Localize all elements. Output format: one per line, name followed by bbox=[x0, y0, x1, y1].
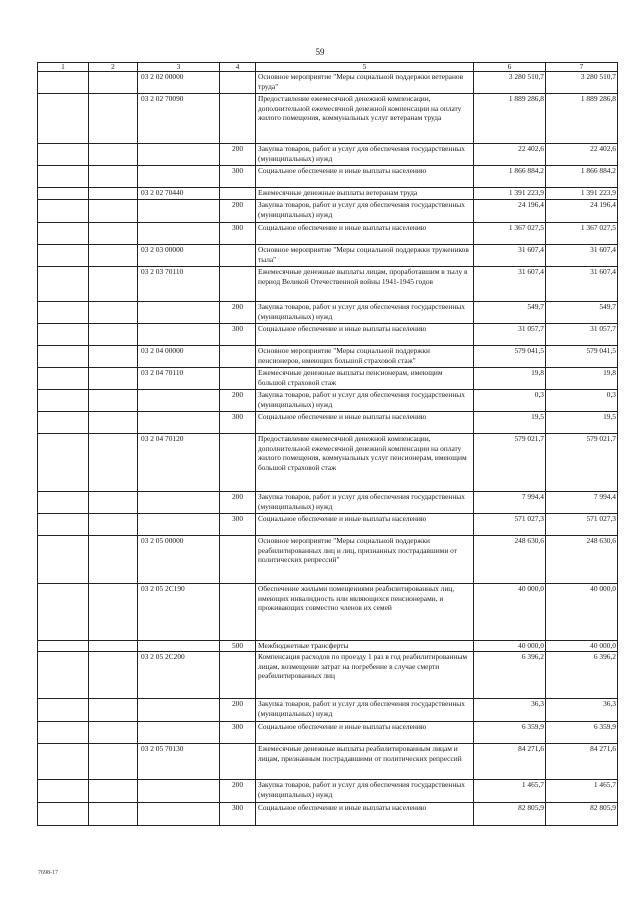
target-article-code bbox=[138, 223, 220, 245]
col1-cell bbox=[38, 346, 89, 368]
table-row bbox=[38, 72, 618, 94]
col2-cell bbox=[89, 699, 138, 722]
amount-col6: 579 041,5 bbox=[474, 346, 546, 368]
expense-type-code bbox=[220, 584, 256, 641]
table-row bbox=[38, 652, 618, 699]
item-name: Предоставление ежемесячной денежной компенсации, дополнительной ежемесячной денежной компенсации на оплату жилого помещения, коммунальных услуг ветеранам труда bbox=[256, 94, 474, 144]
amount-col6: 7 994,4 bbox=[474, 492, 546, 514]
col1-cell bbox=[38, 434, 89, 492]
item-name: Закупка товаров, работ и услуг для обеспечения государственных (муниципальных) нужд bbox=[256, 200, 474, 223]
table-row bbox=[38, 584, 618, 641]
target-article-code: 03 2 02 70440 bbox=[138, 188, 220, 200]
table-row bbox=[38, 722, 618, 744]
item-name: Обеспечение жилыми помещениями реабилитированных лиц, имеющих инвалидность или являющихся пенсионерами, и проживающих совместно членов их семей bbox=[256, 584, 474, 641]
table-row bbox=[38, 744, 618, 780]
col1-cell bbox=[38, 641, 89, 652]
col1-cell bbox=[38, 94, 89, 144]
amount-col7: 19,8 bbox=[546, 368, 618, 390]
expense-type-code bbox=[220, 744, 256, 780]
expense-type-code: 300 bbox=[220, 166, 256, 188]
col2-cell bbox=[89, 536, 138, 584]
col1-cell bbox=[38, 267, 89, 302]
expense-type-code: 500 bbox=[220, 641, 256, 652]
item-name: Социальное обеспечение и иные выплаты населению bbox=[256, 722, 474, 744]
item-name: Компенсация расходов по проезду 1 раз в год реабилитированным лицам, возмещение затрат на погребение в случае смерти реабилитированных лиц bbox=[256, 652, 474, 699]
column-header: 5 bbox=[256, 63, 474, 72]
col1-cell bbox=[38, 368, 89, 390]
expense-type-code: 200 bbox=[220, 492, 256, 514]
table-row bbox=[38, 166, 618, 188]
amount-col7: 1 465,7 bbox=[546, 780, 618, 803]
col1-cell bbox=[38, 223, 89, 245]
target-article-code bbox=[138, 780, 220, 803]
table-row bbox=[38, 368, 618, 390]
item-name: Ежемесячные денежные выплаты лицам, проработавшим в тылу в период Великой Отечественной войны 1941-1945 годов bbox=[256, 267, 474, 302]
amount-col6: 248 630,6 bbox=[474, 536, 546, 584]
col2-cell bbox=[89, 166, 138, 188]
document-code: 7698-17 bbox=[38, 870, 58, 876]
table-row bbox=[38, 302, 618, 324]
col2-cell bbox=[89, 324, 138, 346]
table-row bbox=[38, 245, 618, 267]
col1-cell bbox=[38, 200, 89, 223]
amount-col6: 1 889 286,8 bbox=[474, 94, 546, 144]
target-article-code: 03 2 05 2С200 bbox=[138, 652, 220, 699]
col1-cell bbox=[38, 166, 89, 188]
column-header: 1 bbox=[38, 63, 89, 72]
col1-cell bbox=[38, 188, 89, 200]
col1-cell bbox=[38, 72, 89, 94]
target-article-code: 03 2 03 00000 bbox=[138, 245, 220, 267]
col1-cell bbox=[38, 412, 89, 434]
target-article-code bbox=[138, 166, 220, 188]
item-name: Основное мероприятие "Меры социальной поддержки пенсионеров, имеющих большой страховой стаж" bbox=[256, 346, 474, 368]
amount-col7: 0,3 bbox=[546, 390, 618, 412]
amount-col6: 31 057,7 bbox=[474, 324, 546, 346]
expense-type-code bbox=[220, 72, 256, 94]
amount-col7: 7 994,4 bbox=[546, 492, 618, 514]
expense-type-code bbox=[220, 346, 256, 368]
col2-cell bbox=[89, 267, 138, 302]
amount-col7: 549,7 bbox=[546, 302, 618, 324]
amount-col7: 6 396,2 bbox=[546, 652, 618, 699]
expense-type-code: 300 bbox=[220, 324, 256, 346]
expense-type-code: 200 bbox=[220, 780, 256, 803]
expense-type-code: 200 bbox=[220, 390, 256, 412]
amount-col7: 22 402,6 bbox=[546, 144, 618, 166]
target-article-code bbox=[138, 514, 220, 536]
table-row bbox=[38, 390, 618, 412]
amount-col7: 19,5 bbox=[546, 412, 618, 434]
col1-cell bbox=[38, 780, 89, 803]
item-name: Социальное обеспечение и иные выплаты населению bbox=[256, 514, 474, 536]
amount-col7: 1 391 223,9 bbox=[546, 188, 618, 200]
col1-cell bbox=[38, 699, 89, 722]
target-article-code bbox=[138, 390, 220, 412]
table-row bbox=[38, 434, 618, 492]
item-name: Основное мероприятие "Меры социальной поддержки реабилитированных лиц и лиц, признанных пострадавшими от политических репрессий" bbox=[256, 536, 474, 584]
table-row bbox=[38, 324, 618, 346]
col2-cell bbox=[89, 514, 138, 536]
target-article-code bbox=[138, 492, 220, 514]
col1-cell bbox=[38, 492, 89, 514]
expense-type-code: 200 bbox=[220, 699, 256, 722]
amount-col7: 1 866 884,2 bbox=[546, 166, 618, 188]
col2-cell bbox=[89, 744, 138, 780]
amount-col7: 84 271,6 bbox=[546, 744, 618, 780]
table-row bbox=[38, 780, 618, 803]
amount-col7: 248 630,6 bbox=[546, 536, 618, 584]
target-article-code: 03 2 04 70120 bbox=[138, 434, 220, 492]
amount-col7: 82 805,9 bbox=[546, 803, 618, 826]
col2-cell bbox=[89, 302, 138, 324]
amount-col6: 579 021,7 bbox=[474, 434, 546, 492]
item-name: Закупка товаров, работ и услуг для обеспечения государственных (муниципальных) нужд bbox=[256, 390, 474, 412]
target-article-code bbox=[138, 144, 220, 166]
col2-cell bbox=[89, 803, 138, 826]
item-name: Основное мероприятие "Меры социальной поддержки ветеранов труда" bbox=[256, 72, 474, 94]
col2-cell bbox=[89, 492, 138, 514]
page-number: 59 bbox=[315, 47, 325, 57]
amount-col6: 1 391 223,9 bbox=[474, 188, 546, 200]
col2-cell bbox=[89, 722, 138, 744]
column-number-row bbox=[38, 63, 618, 72]
expense-type-code bbox=[220, 368, 256, 390]
amount-col6: 19,5 bbox=[474, 412, 546, 434]
table-row bbox=[38, 536, 618, 584]
item-name: Ежемесячные денежные выплаты пенсионерам, имеющим большой страховой стаж bbox=[256, 368, 474, 390]
table-row bbox=[38, 699, 618, 722]
amount-col6: 22 402,6 bbox=[474, 144, 546, 166]
col2-cell bbox=[89, 584, 138, 641]
amount-col6: 1 866 884,2 bbox=[474, 166, 546, 188]
item-name: Закупка товаров, работ и услуг для обеспечения государственных (муниципальных) нужд bbox=[256, 492, 474, 514]
amount-col7: 571 027,3 bbox=[546, 514, 618, 536]
amount-col7: 31 607,4 bbox=[546, 245, 618, 267]
column-header: 7 bbox=[546, 63, 618, 72]
amount-col7: 579 021,7 bbox=[546, 434, 618, 492]
col1-cell bbox=[38, 536, 89, 584]
col1-cell bbox=[38, 302, 89, 324]
col1-cell bbox=[38, 514, 89, 536]
col1-cell bbox=[38, 652, 89, 699]
table-row bbox=[38, 200, 618, 223]
col2-cell bbox=[89, 188, 138, 200]
target-article-code: 03 2 02 00000 bbox=[138, 72, 220, 94]
item-name: Закупка товаров, работ и услуг для обеспечения государственных (муниципальных) нужд bbox=[256, 302, 474, 324]
target-article-code bbox=[138, 722, 220, 744]
col2-cell bbox=[89, 780, 138, 803]
col2-cell bbox=[89, 434, 138, 492]
amount-col6: 82 805,9 bbox=[474, 803, 546, 826]
col2-cell bbox=[89, 72, 138, 94]
col2-cell bbox=[89, 200, 138, 223]
amount-col6: 1 367 027,5 bbox=[474, 223, 546, 245]
table-row bbox=[38, 346, 618, 368]
col1-cell bbox=[38, 245, 89, 267]
target-article-code: 03 2 04 70110 bbox=[138, 368, 220, 390]
amount-col7: 31 057,7 bbox=[546, 324, 618, 346]
col2-cell bbox=[89, 223, 138, 245]
amount-col6: 40 000,0 bbox=[474, 641, 546, 652]
table-row bbox=[38, 641, 618, 652]
col2-cell bbox=[89, 412, 138, 434]
col1-cell bbox=[38, 744, 89, 780]
table-row bbox=[38, 94, 618, 144]
col1-cell bbox=[38, 803, 89, 826]
table-row bbox=[38, 188, 618, 200]
amount-col6: 24 196,4 bbox=[474, 200, 546, 223]
amount-col6: 19,8 bbox=[474, 368, 546, 390]
amount-col7: 40 000,0 bbox=[546, 584, 618, 641]
col2-cell bbox=[89, 346, 138, 368]
col2-cell bbox=[89, 652, 138, 699]
expense-type-code bbox=[220, 267, 256, 302]
amount-col6: 549,7 bbox=[474, 302, 546, 324]
item-name: Предоставление ежемесячной денежной компенсации, дополнительной ежемесячной денежной компенсации на оплату жилого помещения, коммунальных услуг пенсионерам, имеющим большой страховой стаж bbox=[256, 434, 474, 492]
target-article-code bbox=[138, 324, 220, 346]
item-name: Ежемесячные денежные выплаты ветеранам труда bbox=[256, 188, 474, 200]
target-article-code bbox=[138, 200, 220, 223]
amount-col6: 6 396,2 bbox=[474, 652, 546, 699]
table-row bbox=[38, 267, 618, 302]
amount-col6: 31 607,4 bbox=[474, 245, 546, 267]
target-article-code: 03 2 03 70110 bbox=[138, 267, 220, 302]
item-name: Межбюджетные трансферты bbox=[256, 641, 474, 652]
column-header: 2 bbox=[89, 63, 138, 72]
item-name: Основное мероприятие "Меры социальной поддержки тружеников тыла" bbox=[256, 245, 474, 267]
col2-cell bbox=[89, 144, 138, 166]
col1-cell bbox=[38, 324, 89, 346]
amount-col6: 31 607,4 bbox=[474, 267, 546, 302]
column-header: 4 bbox=[220, 63, 256, 72]
expense-type-code bbox=[220, 434, 256, 492]
expense-type-code bbox=[220, 652, 256, 699]
target-article-code: 03 2 04 00000 bbox=[138, 346, 220, 368]
amount-col6: 36,3 bbox=[474, 699, 546, 722]
expense-type-code: 200 bbox=[220, 144, 256, 166]
column-header: 6 bbox=[474, 63, 546, 72]
col1-cell bbox=[38, 584, 89, 641]
expense-type-code: 200 bbox=[220, 302, 256, 324]
col1-cell bbox=[38, 722, 89, 744]
target-article-code: 03 2 05 00000 bbox=[138, 536, 220, 584]
amount-col6: 84 271,6 bbox=[474, 744, 546, 780]
expense-type-code bbox=[220, 245, 256, 267]
table-row bbox=[38, 144, 618, 166]
target-article-code bbox=[138, 803, 220, 826]
expense-type-code: 300 bbox=[220, 223, 256, 245]
amount-col7: 36,3 bbox=[546, 699, 618, 722]
item-name: Закупка товаров, работ и услуг для обеспечения государственных (муниципальных) нужд bbox=[256, 780, 474, 803]
col2-cell bbox=[89, 94, 138, 144]
amount-col6: 571 027,3 bbox=[474, 514, 546, 536]
item-name: Закупка товаров, работ и услуг для обеспечения государственных (муниципальных) нужд bbox=[256, 144, 474, 166]
amount-col6: 3 280 510,7 bbox=[474, 72, 546, 94]
col1-cell bbox=[38, 390, 89, 412]
budget-table bbox=[37, 62, 618, 826]
amount-col6: 40 000,0 bbox=[474, 584, 546, 641]
expense-type-code: 300 bbox=[220, 412, 256, 434]
expense-type-code: 300 bbox=[220, 803, 256, 826]
amount-col7: 24 196,4 bbox=[546, 200, 618, 223]
amount-col6: 0,3 bbox=[474, 390, 546, 412]
target-article-code: 03 2 05 2С190 bbox=[138, 584, 220, 641]
table-row bbox=[38, 514, 618, 536]
col1-cell bbox=[38, 144, 89, 166]
target-article-code bbox=[138, 641, 220, 652]
amount-col6: 6 359,9 bbox=[474, 722, 546, 744]
expense-type-code bbox=[220, 94, 256, 144]
target-article-code bbox=[138, 412, 220, 434]
expense-type-code: 300 bbox=[220, 514, 256, 536]
col2-cell bbox=[89, 245, 138, 267]
amount-col6: 1 465,7 bbox=[474, 780, 546, 803]
table-row bbox=[38, 803, 618, 826]
expense-type-code: 200 bbox=[220, 200, 256, 223]
expense-type-code: 300 bbox=[220, 722, 256, 744]
item-name: Социальное обеспечение и иные выплаты населению bbox=[256, 223, 474, 245]
expense-type-code bbox=[220, 188, 256, 200]
amount-col7: 31 607,4 bbox=[546, 267, 618, 302]
item-name: Социальное обеспечение и иные выплаты населению bbox=[256, 166, 474, 188]
column-header: 3 bbox=[138, 63, 220, 72]
col2-cell bbox=[89, 368, 138, 390]
amount-col7: 1 367 027,5 bbox=[546, 223, 618, 245]
table-row bbox=[38, 223, 618, 245]
amount-col7: 40 000,0 bbox=[546, 641, 618, 652]
item-name: Ежемесячные денежные выплаты реабилитированным лицам и лицам, признанным пострадавшими от политических репрессий bbox=[256, 744, 474, 780]
table-row bbox=[38, 412, 618, 434]
expense-type-code bbox=[220, 536, 256, 584]
item-name: Социальное обеспечение и иные выплаты населению bbox=[256, 412, 474, 434]
target-article-code: 03 2 05 70130 bbox=[138, 744, 220, 780]
amount-col7: 6 359,9 bbox=[546, 722, 618, 744]
item-name: Социальное обеспечение и иные выплаты населению bbox=[256, 324, 474, 346]
amount-col7: 3 280 510,7 bbox=[546, 72, 618, 94]
item-name: Закупка товаров, работ и услуг для обеспечения государственных (муниципальных) нужд bbox=[256, 699, 474, 722]
amount-col7: 1 889 286,8 bbox=[546, 94, 618, 144]
target-article-code bbox=[138, 699, 220, 722]
target-article-code bbox=[138, 302, 220, 324]
table-row bbox=[38, 492, 618, 514]
col2-cell bbox=[89, 390, 138, 412]
budget-table-body bbox=[38, 63, 618, 826]
target-article-code: 03 2 02 70090 bbox=[138, 94, 220, 144]
item-name: Социальное обеспечение и иные выплаты населению bbox=[256, 803, 474, 826]
amount-col7: 579 041,5 bbox=[546, 346, 618, 368]
col2-cell bbox=[89, 641, 138, 652]
